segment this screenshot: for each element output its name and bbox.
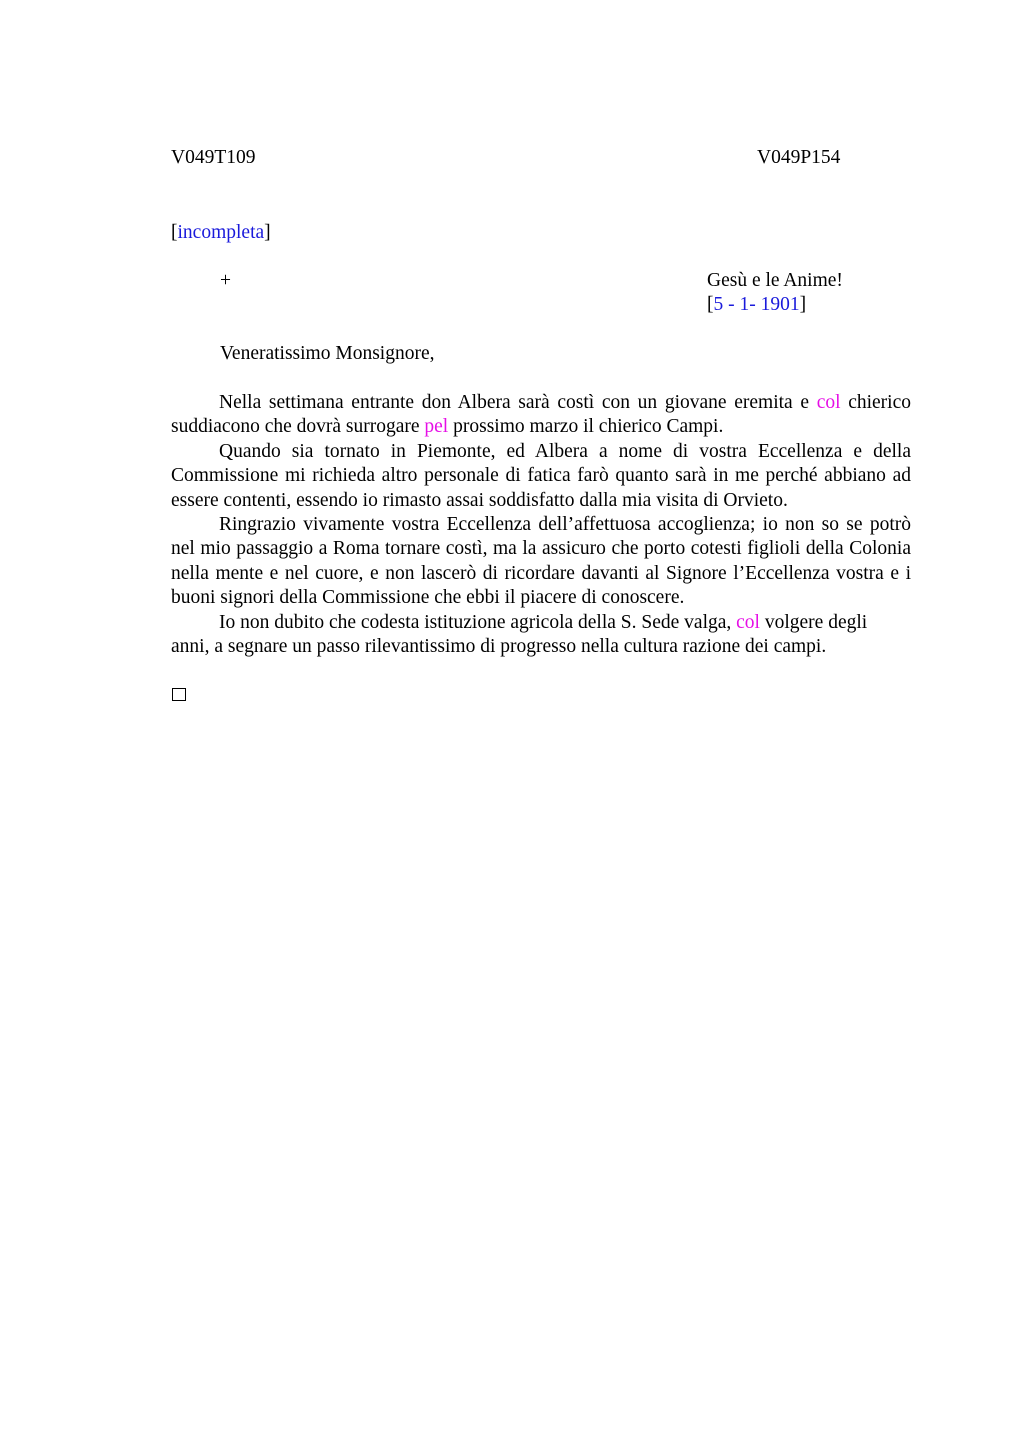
- paragraph-2: Quando sia tornato in Piemonte, ed Albera a nome di vostra Eccellenza e della Commissione mi richieda altro personale di fatica farò quanto sarà in me perché abbiano ad essere contenti, essendo io rimasto assai soddisfatto dalla mia visita di Orvieto.: [171, 440, 911, 511]
- variant-word-col-2: col: [736, 611, 760, 633]
- paragraph-1-text-a: Nella settimana entrante don Albera sarà costì con un giovane eremita e: [219, 392, 817, 413]
- variant-word-col: col: [816, 392, 841, 413]
- status-close-bracket: ]: [264, 222, 271, 243]
- paragraph-1-text-c: chierico suddiacono che dovrà surrogare: [171, 392, 911, 438]
- paragraph-4-text-a: Io non dubito che codesta istituzione agricola della S. Sede valga,: [219, 611, 737, 633]
- salutation: Veneratissimo Monsignore,: [220, 343, 435, 364]
- end-of-text-box: [172, 688, 186, 701]
- paragraph-4: [171, 611, 911, 660]
- cross-mark: +: [220, 270, 231, 291]
- document-code-right: V049P154: [757, 147, 841, 168]
- letter-body: [171, 391, 911, 659]
- date-value: 5 - 1- 1901: [713, 294, 800, 315]
- date-open-bracket: [: [707, 294, 714, 315]
- letter-date: [707, 293, 806, 317]
- paragraph-1-text-e: prossimo marzo il chierico Campi.: [448, 416, 724, 438]
- paragraph-4-text-c: volgere degli: [759, 611, 868, 633]
- paragraph-4-text-d: anni, a segnare un passo rilevantissimo di progresso nella cultura razione dei campi.: [171, 636, 827, 658]
- paragraph-1: [171, 391, 911, 440]
- status-open-bracket: [: [171, 222, 178, 243]
- invocation: Gesù e le Anime!: [707, 270, 843, 291]
- status-note: [171, 221, 271, 245]
- variant-word-pel: pel: [424, 416, 449, 438]
- paragraph-3: Ringrazio vivamente vostra Eccellenza dell’affettuosa accoglienza; io non so se potrò nel mio passaggio a Roma tornare costì, ma la assicuro che porto cotesti figlioli della Colonia nella mente e nel cuore, e non lascerò di ricordare davanti al Signore l’Eccellenza vostra e i buoni signori della Commissione che ebbi il piacere di conoscere.: [171, 514, 911, 609]
- status-label: incompleta: [177, 222, 265, 243]
- date-close-bracket: ]: [799, 294, 807, 315]
- document-code-left: V049T109: [171, 147, 256, 168]
